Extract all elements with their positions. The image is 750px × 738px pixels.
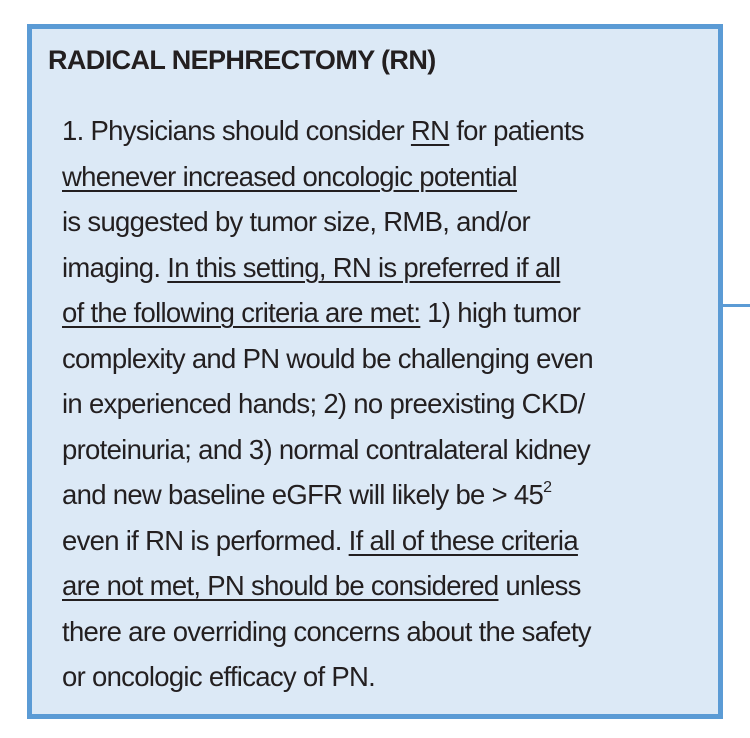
text-line bbox=[62, 108, 712, 154]
text-run: even if RN is performed. bbox=[62, 524, 349, 556]
recommendation-text bbox=[62, 108, 712, 700]
footnote-reference: 2 bbox=[543, 479, 552, 496]
text-run: 1. Physicians should consider bbox=[62, 115, 411, 146]
text-line bbox=[62, 154, 712, 200]
text-run: 1) high tumor bbox=[420, 297, 581, 328]
underlined-phrase: are not met, PN should be considered bbox=[62, 570, 499, 601]
text-run: and new baseline eGFR will likely be > 45 bbox=[62, 479, 544, 510]
flowchart-connector-line bbox=[723, 304, 750, 307]
text-line bbox=[62, 245, 712, 291]
text-line: there are overriding concerns about the safety bbox=[62, 615, 591, 647]
text-line bbox=[62, 518, 712, 564]
text-run: unless bbox=[498, 570, 581, 601]
section-heading: RADICAL NEPHRECTOMY (RN) bbox=[48, 45, 436, 75]
underlined-phrase: In this setting, RN is preferred if all bbox=[167, 251, 561, 283]
text-line: in experienced hands; 2) no preexisting CKD/ bbox=[62, 388, 585, 419]
text-line: is suggested by tumor size, RMB, and/or bbox=[62, 206, 530, 237]
text-line: or oncologic efficacy of PN. bbox=[62, 661, 376, 692]
text-run: for patients bbox=[449, 115, 584, 146]
text-line: complexity and PN would be challenging even bbox=[62, 342, 593, 374]
text-line bbox=[62, 290, 712, 336]
underlined-term: RN bbox=[410, 115, 450, 146]
text-run: imaging. bbox=[62, 251, 168, 283]
text-line bbox=[62, 563, 712, 609]
underlined-phrase: If all of these criteria bbox=[348, 524, 578, 556]
underlined-phrase: of the following criteria are met: bbox=[62, 297, 421, 328]
underlined-phrase: whenever increased oncologic potential bbox=[62, 160, 517, 192]
text-line: proteinuria; and 3) normal contralateral kidney bbox=[62, 433, 591, 465]
text-line bbox=[62, 472, 712, 518]
